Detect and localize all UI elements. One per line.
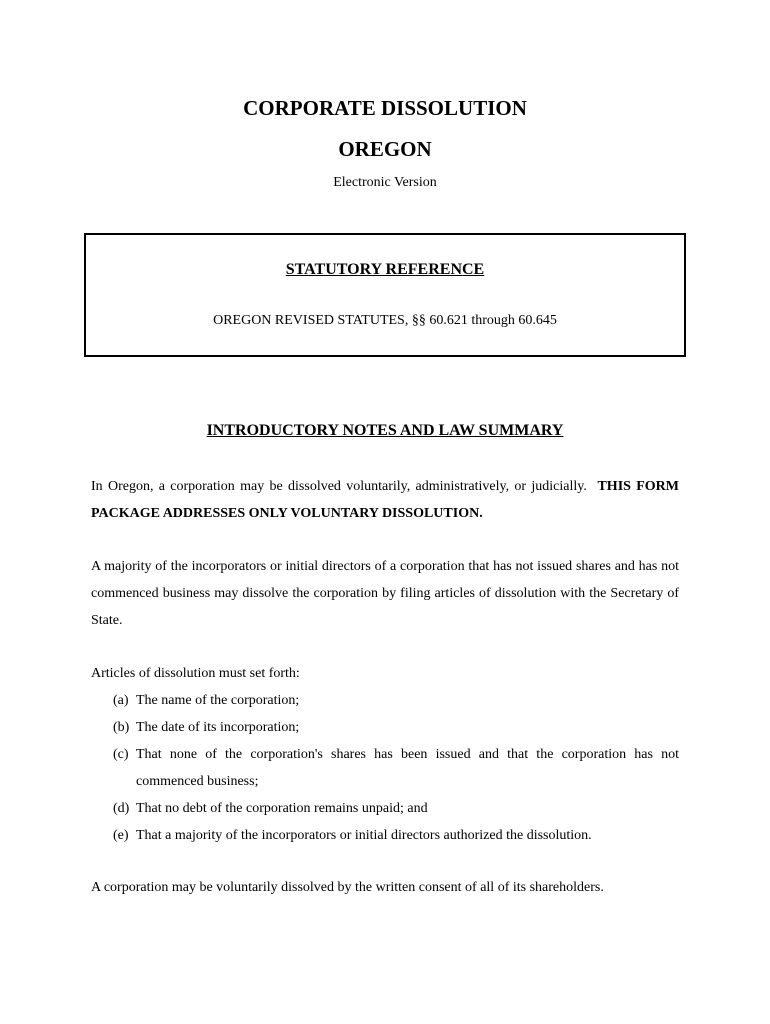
list-marker: (e) (113, 828, 129, 843)
list-item (113, 687, 679, 714)
list-item (113, 795, 679, 822)
version-label: Electronic Version (333, 175, 437, 190)
list-item (113, 714, 679, 741)
intro-paragraph-1 (91, 473, 679, 527)
list-item-text: That a majority of the incorporators or initial directors authorized the dissolution. (136, 828, 592, 843)
list-item (113, 822, 679, 849)
statutory-reference-box (84, 233, 686, 357)
list-item-text: That no debt of the corporation remains unpaid; and (136, 801, 428, 816)
list-item-text: That none of the corporation's shares has been issued and that the corporation has not commenced business; (136, 747, 679, 789)
document-title: CORPORATE DISSOLUTION (243, 96, 527, 120)
intro-heading: INTRODUCTORY NOTES AND LAW SUMMARY (206, 422, 564, 439)
list-marker: (d) (113, 801, 130, 816)
intro-paragraph-1-text: In Oregon, a corporation may be dissolved voluntarily, administratively, or judicially. (91, 479, 587, 494)
list-marker: (b) (113, 720, 130, 735)
list-item (113, 741, 679, 795)
statutory-reference-text: OREGON REVISED STATUTES, §§ 60.621 through 60.645 (213, 313, 557, 328)
statutory-reference-heading: STATUTORY REFERENCE (285, 261, 485, 278)
intro-paragraph-1-bold: THIS FORM PACKAGE ADDRESSES ONLY VOLUNTARY DISSOLUTION. (91, 479, 679, 521)
intro-paragraph-3: Articles of dissolution must set forth: (91, 666, 300, 681)
articles-requirements-list (113, 687, 679, 849)
list-item-text: The date of its incorporation; (136, 720, 300, 735)
intro-paragraph-4: A corporation may be voluntarily dissolved by the written consent of all of its shareholders. (91, 880, 604, 895)
list-marker: (a) (113, 693, 129, 708)
intro-paragraph-2: A majority of the incorporators or initial directors of a corporation that has not issued shares and has not commenced business may dissolve the corporation by filing articles of dissolution with the Secretary of State. (91, 559, 679, 628)
list-item-text: The name of the corporation; (136, 693, 300, 708)
list-marker: (c) (113, 747, 129, 762)
state-title: OREGON (338, 137, 432, 161)
